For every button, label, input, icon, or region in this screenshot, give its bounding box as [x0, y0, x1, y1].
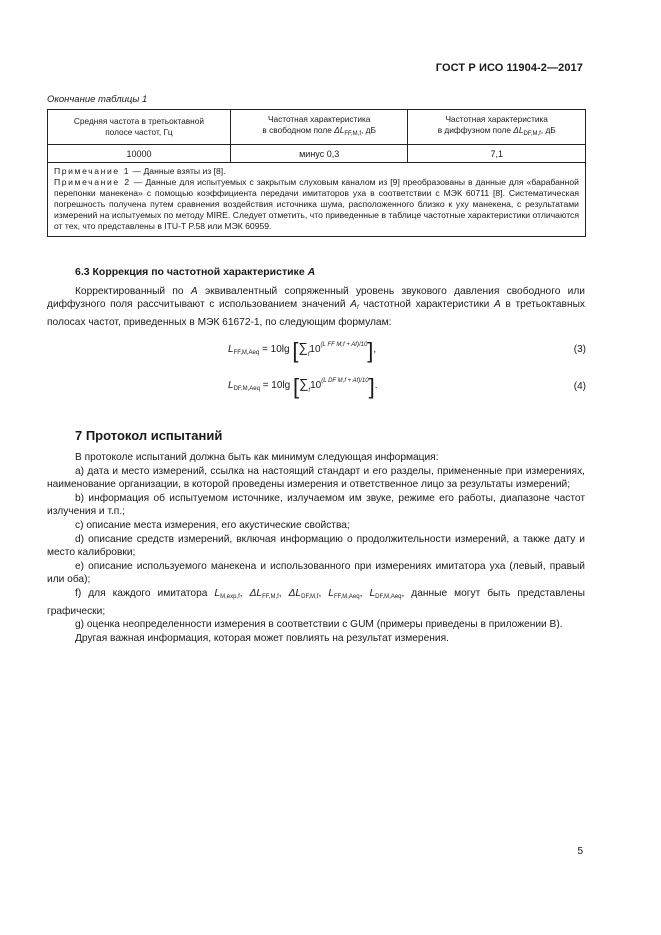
- table-header-row: [48, 110, 586, 145]
- table-notes-row: [48, 163, 586, 237]
- table-row: [48, 145, 586, 163]
- equation-number-4: (4): [573, 381, 586, 392]
- table-cell: 10000: [48, 145, 231, 163]
- table-cell: минус 0,3: [230, 145, 408, 163]
- list-item: c) описание места измерения, его акустические свойства;: [75, 519, 350, 531]
- section-7-heading: 7 Протокол испытаний: [75, 428, 223, 443]
- formula-4: $L_{DF,M,Aeq} = 10\lg$ $[\sum_f10^{(L DF M,f + Af)/10}]$.: [228, 374, 378, 399]
- list-item: b) информация об испытуемом источнике, излучаемом им звуке, режиме его работы, диапазоне частот излучения и т.п.;: [47, 492, 585, 518]
- list-item: e) описание используемого манекена и использованного при измерениях имитатора уха (левый, правый или оба);: [47, 560, 585, 586]
- column-header-frequency: Средняя частота в третьоктавной полосе частот, Гц: [48, 110, 231, 145]
- section-7-body: [47, 451, 585, 645]
- section-6-3-paragraph: Корректированный по A эквивалентный сопряженный уровень звукового давления свободного или диффузного поля рассчитывают с использованием значений $A_f$ частотной характеристики A в третьоктавных полосах частот, приведенных в МЭК 61672-1, по следующим формулам:: [47, 286, 585, 328]
- section-6-3-heading: 6.3 Коррекция по частотной характеристике A: [75, 266, 316, 278]
- column-header-diffuse-field: Частотная характеристика в диффузном поле $\Delta L_{DF,M,f}$, дБ: [408, 110, 586, 145]
- table-caption: Окончание таблицы 1: [47, 94, 148, 105]
- list-item: g) оценка неопределенности измерения в соответствии с GUM (примеры приведены в приложении В).: [75, 619, 563, 631]
- equation-number-3: (3): [573, 344, 586, 355]
- list-item: d) описание средств измерений, включая информацию о продолжительности измерений, а также дату и место калибровки;: [47, 533, 585, 559]
- page-number: 5: [577, 846, 583, 857]
- list-item: f) для каждого имитатора $L_{M,exp,f}$, $\Delta L_{FF,M,f}$, $\Delta L_{DF,M,f}$, $L_{FF,M,Aeq}$, $L_{DF,M,Aeq}$, данные могут быть представлены графически;: [47, 587, 585, 617]
- frequency-response-table: [47, 109, 586, 237]
- table-cell: 7,1: [408, 145, 586, 163]
- note-1: Примечание 1 — Данные взяты из [8].: [54, 166, 226, 176]
- section-7-intro: В протоколе испытаний должна быть как минимум следующая информация:: [75, 452, 439, 463]
- standard-number: ГОСТ Р ИСО 11904-2—2017: [435, 62, 583, 74]
- column-header-free-field: Частотная характеристика в свободном поле $\Delta L_{FF,M,f}$, дБ: [230, 110, 408, 145]
- table-notes: [48, 163, 586, 237]
- closing-paragraph: Другая важная информация, которая может повлиять на результат измерения.: [75, 632, 449, 644]
- formula-3: $L_{FF,M,Aeq} = 10\lg$ $[\sum_f10^{(L FF M,f + Af)/10}]$,: [228, 338, 377, 363]
- list-item: а) дата и место измерений, ссылка на настоящий стандарт и его разделы, примененные при измерениях, наименование организации, в которой проведены измерения и ответственное лицо за результаты измерений;: [47, 465, 585, 491]
- note-2: Примечание 2 — Данные для испытуемых с закрытым слуховым каналом из [9] преобразованы в данные для «барабанной перепонки манекена» с помощью коэффициента передачи имитаторов уха в соответствии с МЭК 60711 [8]. Систематическая погрешность получена путем сравнения воздействия источника шума, расположенного близко к уху манекена, с результатами измерений на испытуемых по методу MIRE. Следует отметить, что приведенные в таблице частотные характеристики отличаются от тех, что представлены в ITU-T P.58 или МЭК 60959.: [54, 177, 579, 231]
